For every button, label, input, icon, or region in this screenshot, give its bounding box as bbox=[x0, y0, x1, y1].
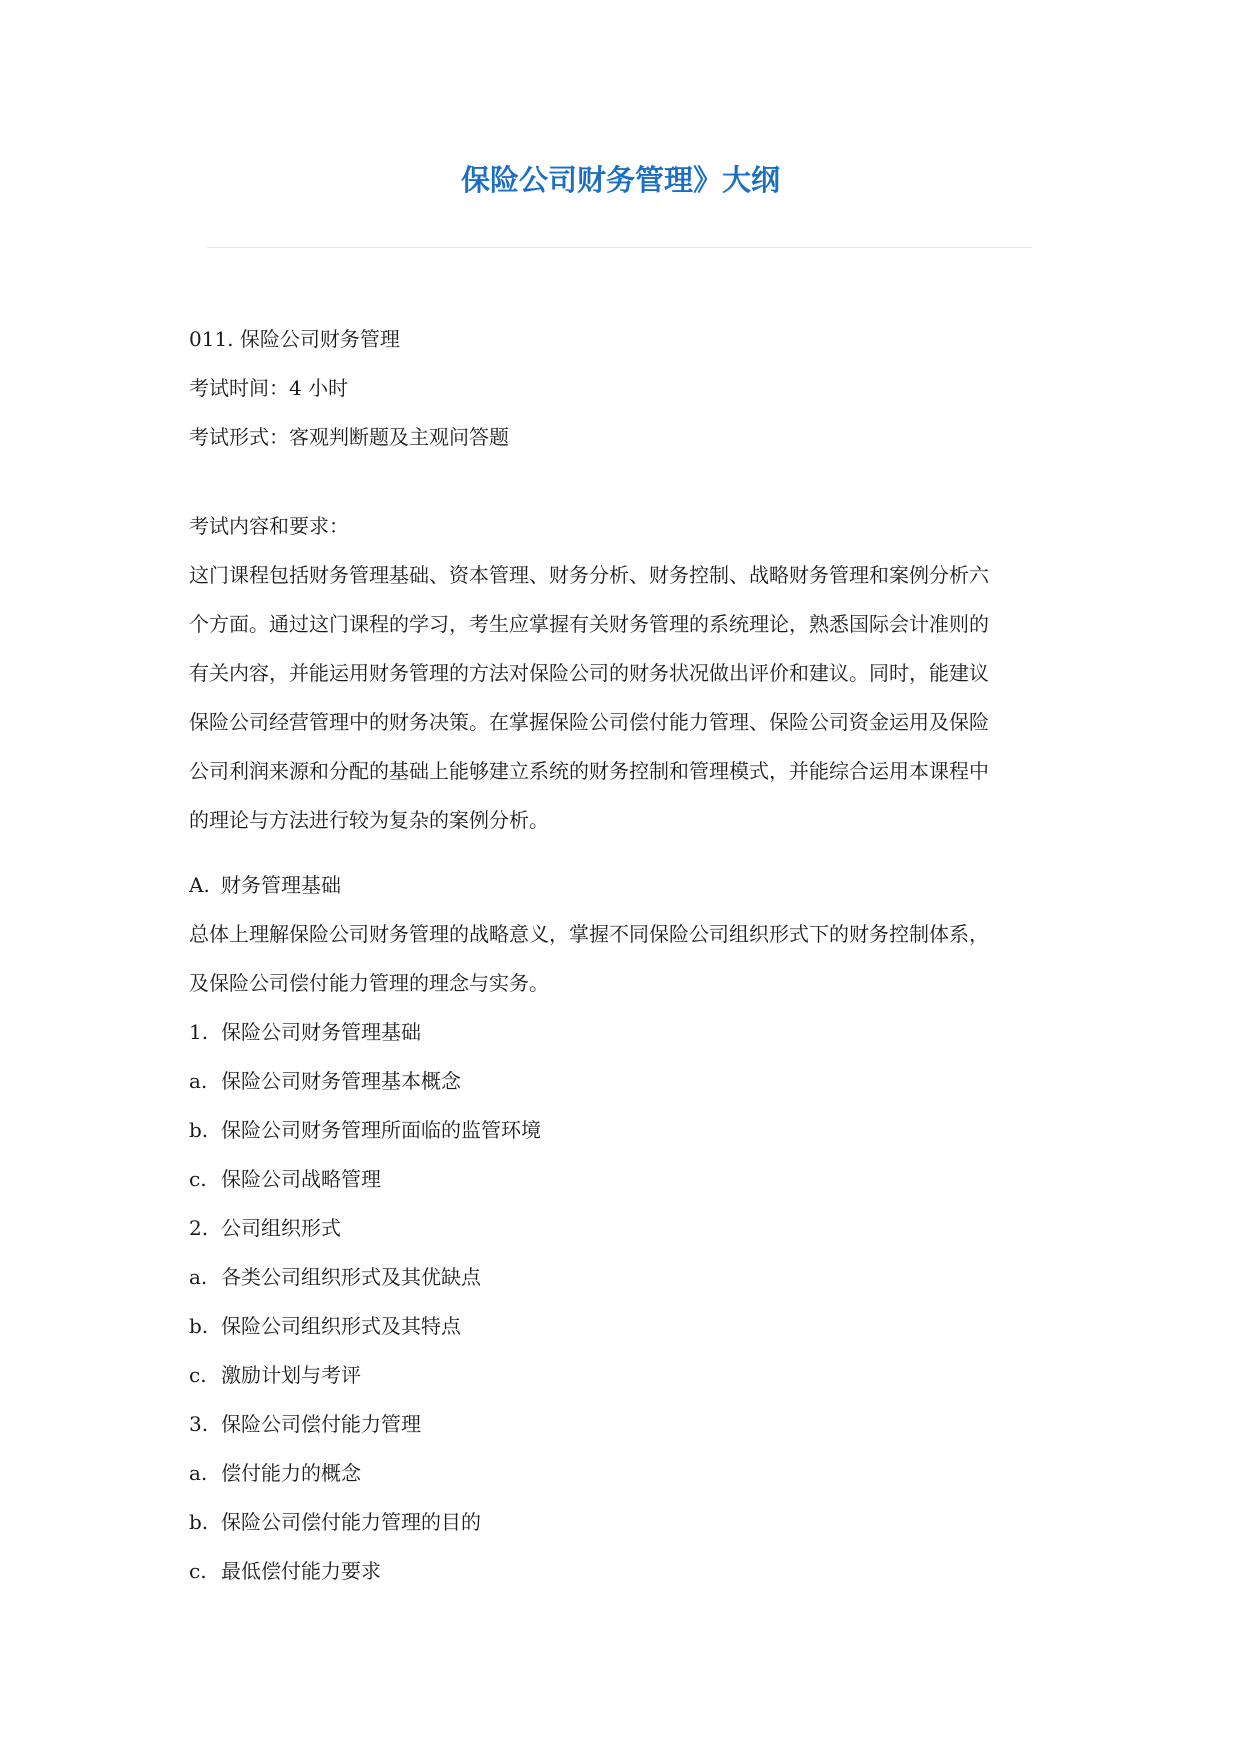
list-item bbox=[189, 1019, 1061, 1068]
course-code-line: 011. 保险公司财务管理 bbox=[189, 327, 400, 351]
exam-format-line: 考试形式：客观判断题及主观问答题 bbox=[189, 425, 509, 449]
requirements-line: 这门课程包括财务管理基础、资本管理、财务分析、财务控制、战略财务管理和案例分析六 bbox=[189, 563, 989, 587]
exam-time-line: 考试时间：4 小时 bbox=[189, 376, 349, 400]
list-item-marker: c. bbox=[189, 1559, 207, 1583]
list-item bbox=[189, 1362, 1061, 1411]
section-a-outline bbox=[189, 872, 1061, 1607]
list-item-text: 偿付能力的概念 bbox=[221, 1461, 361, 1485]
list-item-text: 保险公司财务管理所面临的监管环境 bbox=[221, 1118, 541, 1142]
list-item-marker: a. bbox=[189, 1461, 208, 1485]
list-item bbox=[189, 1509, 1061, 1558]
list-item-text: 公司组织形式 bbox=[221, 1216, 341, 1240]
list-item bbox=[189, 1117, 1061, 1166]
section-summary-line: 总体上理解保险公司财务管理的战略意义，掌握不同保险公司组织形式下的财务控制体系， bbox=[189, 922, 989, 946]
list-item-marker: c. bbox=[189, 1167, 207, 1191]
list-item bbox=[189, 1166, 1061, 1215]
list-item-text: 保险公司财务管理基础 bbox=[221, 1020, 421, 1044]
document-title: 保险公司财务管理》大纲 bbox=[460, 163, 780, 197]
list-item bbox=[189, 1411, 1061, 1460]
list-item-marker: b. bbox=[189, 1510, 209, 1534]
requirements-line: 公司利润来源和分配的基础上能够建立系统的财务控制和管理模式，并能综合运用本课程中 bbox=[189, 759, 989, 783]
list-item-text: 保险公司财务管理基本概念 bbox=[221, 1069, 461, 1093]
list-item bbox=[189, 1215, 1061, 1264]
requirements-line: 的理论与方法进行较为复杂的案例分析。 bbox=[189, 808, 549, 832]
requirements-line: 保险公司经营管理中的财务决策。在掌握保险公司偿付能力管理、保险公司资金运用及保险 bbox=[189, 710, 989, 734]
list-item-text: 保险公司组织形式及其特点 bbox=[221, 1314, 461, 1338]
list-item bbox=[189, 1460, 1061, 1509]
list-item-text: 各类公司组织形式及其优缺点 bbox=[221, 1265, 481, 1289]
exam-requirements bbox=[189, 513, 1061, 856]
exam-meta bbox=[189, 326, 1061, 473]
list-item-marker: 1. bbox=[189, 1020, 209, 1044]
outline-list bbox=[189, 1019, 1061, 1607]
list-item-text: 保险公司战略管理 bbox=[221, 1167, 381, 1191]
list-item-text: 最低偿付能力要求 bbox=[221, 1559, 381, 1583]
section-summary-line: 及保险公司偿付能力管理的理念与实务。 bbox=[189, 971, 549, 995]
list-item-text: 保险公司偿付能力管理的目的 bbox=[221, 1510, 481, 1534]
list-item bbox=[189, 1068, 1061, 1117]
list-item-text: 保险公司偿付能力管理 bbox=[221, 1412, 421, 1436]
list-item bbox=[189, 1313, 1061, 1362]
list-item bbox=[189, 1558, 1061, 1607]
requirements-line: 有关内容，并能运用财务管理的方法对保险公司的财务状况做出评价和建议。同时，能建议 bbox=[189, 661, 989, 685]
list-item-marker: a. bbox=[189, 1069, 208, 1093]
list-item-marker: b. bbox=[189, 1314, 209, 1338]
title-divider bbox=[207, 247, 1032, 248]
list-item-marker: 3. bbox=[189, 1412, 209, 1436]
section-title: 财务管理基础 bbox=[221, 873, 341, 897]
list-item-marker: a. bbox=[189, 1265, 208, 1289]
section-a-heading bbox=[189, 872, 1061, 921]
list-item-marker: c. bbox=[189, 1363, 207, 1387]
list-item-marker: 2. bbox=[189, 1216, 209, 1240]
requirements-heading: 考试内容和要求： bbox=[189, 514, 349, 538]
section-marker: A. bbox=[189, 873, 210, 897]
list-item bbox=[189, 1264, 1061, 1313]
requirements-line: 个方面。通过这门课程的学习，考生应掌握有关财务管理的系统理论，熟悉国际会计准则的 bbox=[189, 612, 989, 636]
list-item-text: 激励计划与考评 bbox=[221, 1363, 361, 1387]
list-item-marker: b. bbox=[189, 1118, 209, 1142]
